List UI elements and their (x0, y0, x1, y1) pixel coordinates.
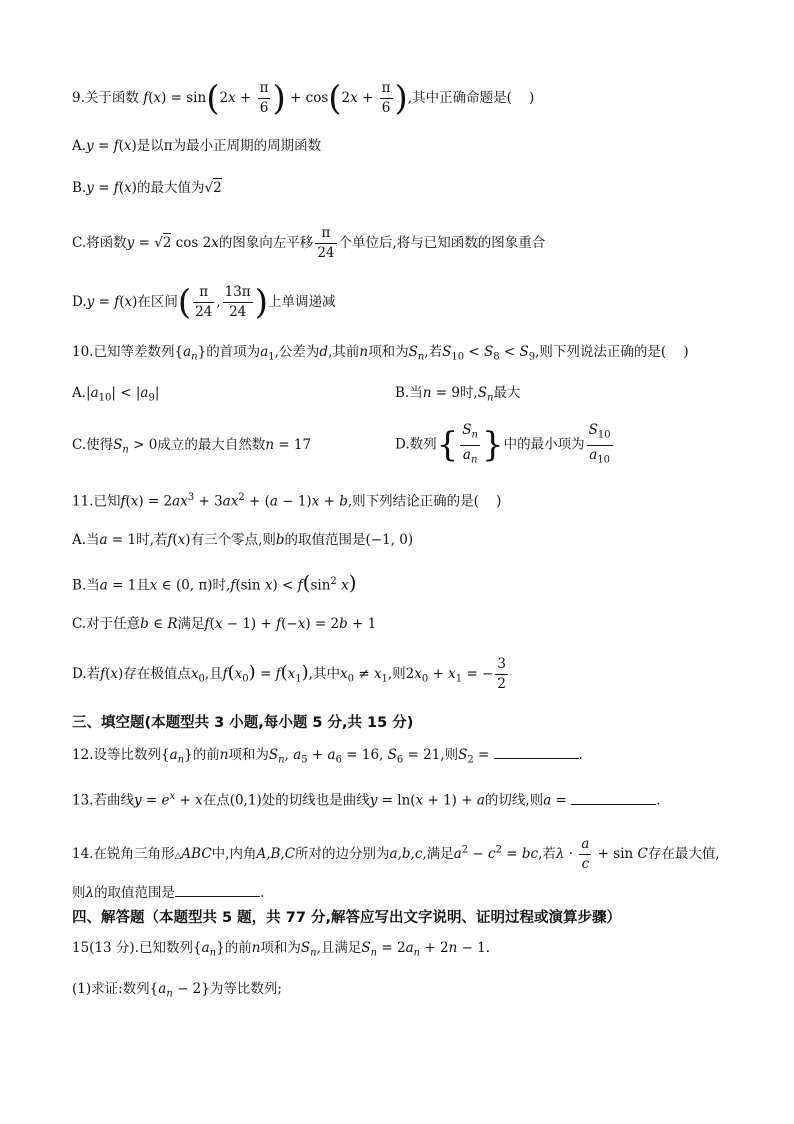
q10-stem: 10.已知等差数列$\{a_n\}$的首项为$a_1$,公差为d,其前n项和为$S_n$,若$S_{10} < S_8 < S_9$,则下列说法正确的是( ) (72, 344, 689, 363)
q9-option-c: C.将函数y = √2 cos 2x的图象向左平移 $\frac{\pi}{24}$ 个单位后,将与已知函数的图象重合 (72, 225, 546, 261)
q9-stem: 9.关于函数 f(x) = sin(2x + $\frac{\pi}{6}$ ) + cos(2x + $\frac{\pi}{6}$ ),其中正确命题是( ) (72, 78, 535, 119)
q11-option-b: B.当a = 1且x ∈ (0, π)时,f(sin $x) < f(\sin^2$ x) (72, 570, 357, 595)
q15: 15(13 分).已知数列$\{a_n\}$的前n项和为$S_n$,且满足$S_n = 2a_n + 2n - 1$. (72, 940, 491, 959)
answer-blank[interactable] (494, 746, 579, 759)
q11-option-c: C.对于任意b ∈ R满足f(x − 1) + f(−x) = 2b + 1 (72, 616, 377, 632)
q11-option-a: A.当a = 1时,若f(x)有三个零点,则b的取值范围是(−1, 0) (72, 532, 414, 548)
answer-blank[interactable] (175, 884, 260, 897)
section-fill-in: 三、填空题(本题型共 3 小题,每小题 5 分,共 15 分) (72, 715, 414, 731)
q14: 14.在锐角三角形△ABC中,内角A,B,C所对的边分别为a,b,c,满足$a^2 - c^2$ = bc,若λ · $\frac{a}{c}$ + sin C存在最大值, (72, 836, 720, 872)
q9-option-d: D.y = f(x)在区间( $\frac{\pi}{24}$ , $\frac{13\pi}{24}$ )上单调递减 (72, 282, 336, 323)
q14-line2: 则λ的取值范围是 . (72, 885, 265, 901)
q10-option-a: $A.|a_{10}| < |a_9|$ (72, 385, 160, 404)
q9-option-b: B.y = f(x)的最大值为√2 (72, 180, 222, 196)
q9-option-a: A.y = f(x)是以π为最小正周期的周期函数 (72, 138, 322, 154)
q10-option-b: B.当n = 9时$,S_n$最大 (395, 385, 521, 404)
q12: 12.设等比数列$\{a_n\}$的前n项和为$S_n$, $a_5 + a_6 = 16$, $S_6 = 21$,则$S_2$ = . (72, 747, 583, 766)
section-solutions: 四、解答题（本题型共 5 题，共 77 分,解答应写出文字说明、证明过程或演算步骤） (72, 910, 621, 926)
fraction: $\frac{\pi}{6}$ (381, 80, 391, 116)
q13: 13.若曲线$y = e^x + x$在点(0,1)处的切线也是曲线y = ln(x + 1) + a的切线,则a = . (72, 791, 661, 809)
q15-part1: (1)求证:数列$\{a_n - 2\}$为等比数列; (72, 981, 282, 1000)
q11-stem: 11.已知$f(x) = 2ax^3 + 3ax^2 + (a - 1)x + b$,则下列结论正确的是( ) (72, 492, 502, 510)
q11-option-d: D.若f(x)存在极值点$x_0$,且$f(x_0) = f(x_1)$,其中$x_0 \ne x_1$,则$2x_0 + x_1$ = − $\frac{3}{2}$ (72, 656, 506, 692)
q10-option-d: D.数列{ $\frac{S_n}{a_n}$ }中的最小项为 $\frac{S_{10}}{a_{10}}$ (395, 422, 611, 466)
q10-option-c: C.使得$S_n > 0$成立的最大自然数n = 17 (72, 437, 312, 456)
answer-blank[interactable] (571, 792, 656, 805)
fraction: $\frac{\pi}{6}$ (259, 80, 269, 116)
